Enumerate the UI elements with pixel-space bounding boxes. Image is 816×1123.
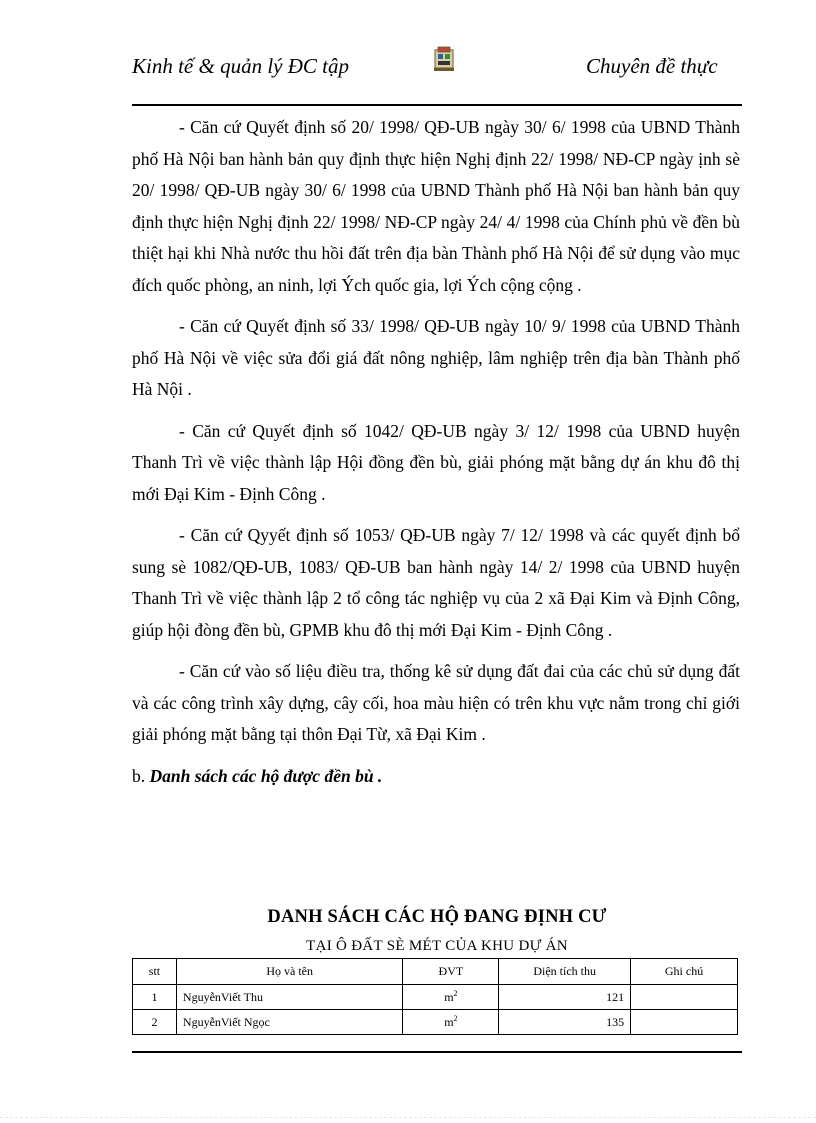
table-header-row [133, 959, 738, 985]
table-row [133, 1010, 738, 1035]
cell-area: 135 [499, 1010, 631, 1035]
cell-note [631, 1010, 738, 1035]
header-stt: stt [133, 959, 177, 985]
table-title: DANH SÁCH CÁC HỘ ĐANG ĐỊNH CƯ [267, 907, 607, 927]
paragraph-survey-data: - Căn cứ vào số liệu điều tra, thống kê sử dụng đất đai của các chủ sử dụng đất và các công trình xây dựng, cây cối, hoa màu hiện có trên khu vực nằm trong chỉ giới giải phóng mặt bằng tại thôn Đại Từ, xã Đại Kim . [132, 661, 740, 744]
cell-unit [403, 985, 499, 1010]
section-b-prefix: b. [132, 765, 150, 786]
footer-divider [132, 1051, 742, 1053]
unit-base: m [444, 1015, 454, 1029]
paragraph-decision-20: - Căn cứ Quyết định số 20/ 1998/ QĐ-UB ngày 30/ 6/ 1998 của UBND Thành phố Hà Nội ban hành bản quy định thực hiện Nghị định 22/ 1998/ NĐ-CP ngày ịnh sè 20/ 1998/ QĐ-UB ngày 30/ 6/ 1998 của UBND Thành phố Hà Nội ban hành bản quy định thực hiện Nghị định 22/ 1998/ NĐ-CP ngày 24/ 4/ 1998 của Chính phủ về đền bù thiệt hại khi Nhà nước thu hồi đất trên địa bàn Thành phố Hà Nội để sử dụng vào mục đích quốc phòng, an ninh, lợi Ých quốc gia, lợi Ých cộng cộng . [132, 117, 740, 295]
table-subtitle: TẠI Ô ĐẤT SÈ MÉT CỦA KHU DỰ ÁN [306, 938, 568, 954]
cell-name: NguyễnViết Ngọc [176, 1010, 403, 1035]
unit-exponent: 2 [453, 1014, 458, 1023]
document-body [132, 112, 740, 802]
header-divider [132, 104, 742, 106]
header-unit: ĐVT [403, 959, 499, 985]
table-row [133, 985, 738, 1010]
cell-unit [403, 1010, 499, 1035]
section-b-title: Danh sách các hộ được đền bù . [149, 765, 383, 786]
paragraph-decision-1042: - Căn cứ Quyết định số 1042/ QĐ-UB ngày 3/ 12/ 1998 của UBND huyện Thanh Trì về việc thành lập Hội đồng đền bù, giải phóng mặt bằng dự án khu đô thị mới Đại Kim - Định Công . [132, 420, 740, 504]
cell-stt: 2 [133, 1010, 177, 1035]
unit-exponent: 2 [453, 989, 458, 998]
unit-base: m [444, 990, 454, 1004]
emblem-icon [432, 46, 456, 72]
cell-name: NguyễnViết Thu [176, 985, 403, 1010]
households-table [132, 958, 738, 1035]
cell-area: 121 [499, 985, 631, 1010]
header-right-title: Chuyên đề thực [586, 54, 718, 78]
page-bottom-edge [0, 1117, 816, 1118]
header-left-title: Kinh tế & quản lý ĐC tập [132, 54, 349, 78]
header-name: Họ và tên [176, 959, 403, 985]
header-note: Ghi chú [631, 959, 738, 985]
paragraph-decision-1053: - Căn cứ Qyyết định số 1053/ QĐ-UB ngày 7/ 12/ 1998 và các quyết định bổ sung sè 1082/QĐ-UB, 1083/ QĐ-UB ban hành ngày 14/ 2/ 1998 của UBND huyện Thanh Trì về việc thành lập 2 tổ công tác nghiệp vụ của 2 xã Đại Kim và Định Công, giúp hội đòng đền bù, GPMB khu đô thị mới Đại Kim - Định Công . [132, 525, 740, 640]
cell-stt: 1 [133, 985, 177, 1010]
section-b-heading [132, 761, 740, 793]
paragraph-decision-33: - Căn cứ Quyết định số 33/ 1998/ QĐ-UB ngày 10/ 9/ 1998 của UBND Thành phố Hà Nội về việc sửa đổi giá đất nông nghiệp, lâm nghiệp trên địa bàn Thành phố Hà Nội . [132, 316, 740, 399]
cell-note [631, 985, 738, 1010]
header-area: Diện tích thu [499, 959, 631, 985]
